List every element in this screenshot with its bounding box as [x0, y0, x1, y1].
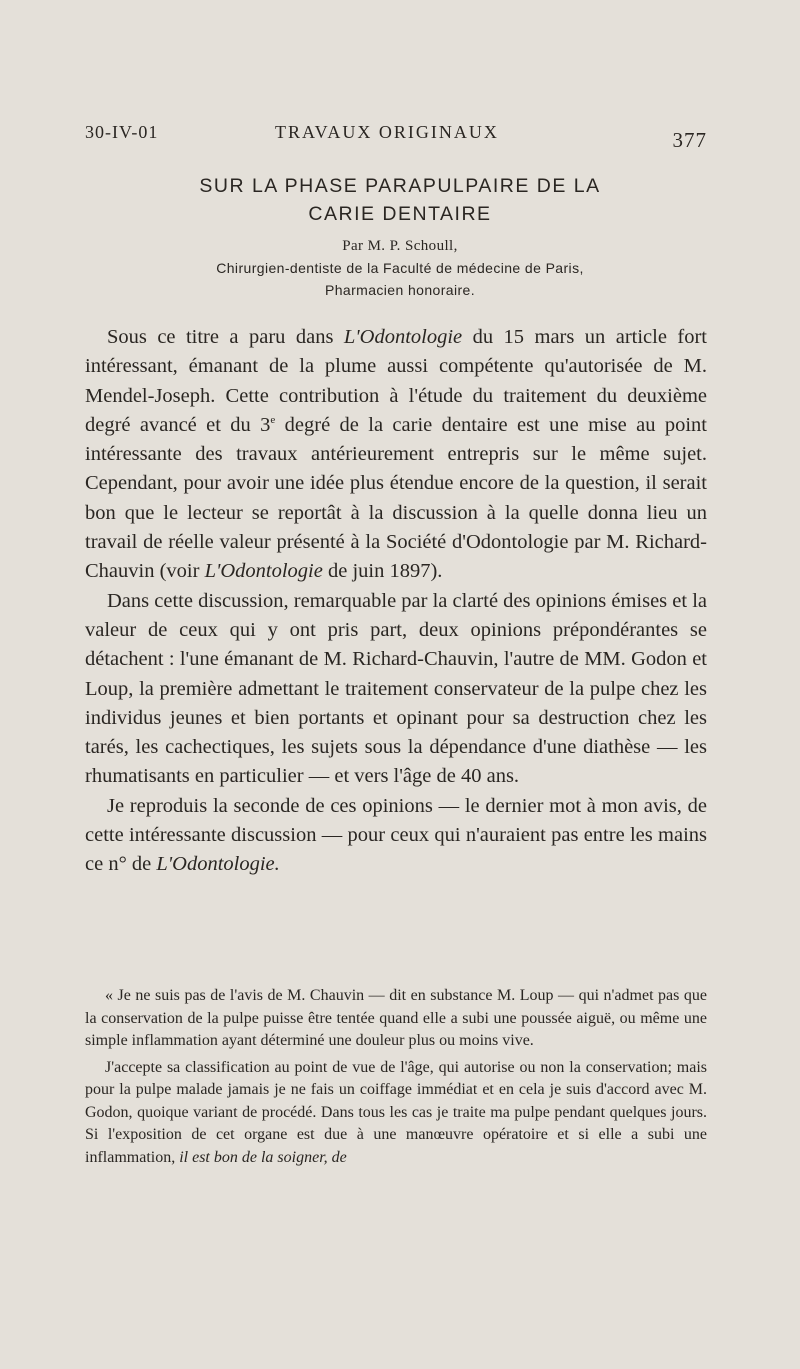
p3-text-a: Je reproduis la seconde de ces opinions — le dernier mot à mon avis, de cette intéressante discussion — pour ceux qui n'auraient pas entre les mains ce n° de [85, 794, 707, 876]
title-line-1: SUR LA PHASE PARAPULPAIRE DE LA [199, 175, 601, 197]
quote-paragraph-2 [85, 1057, 707, 1170]
journal-title: L'Odontologie. [156, 853, 280, 876]
page-number: 377 [672, 128, 707, 152]
title-line-2: CARIE DENTAIRE [308, 203, 492, 225]
journal-title: L'Odontologie [204, 560, 323, 583]
section-title: TRAVAUX ORIGINAUX [275, 122, 499, 142]
q2-text: J'accepte sa classification au point de vue de l'âge, qui autorise ou non la conservation; mais pour la pulpe malade jamais je ne fais un coiffage immédiat et en cela je suis d'accord avec M. Godon, quoique variant de procédé. Dans tous les cas je traite ma pulpe pendant quelques jours. Si l'exposition de cet organe est due à une manœuvre opératoire et si elle a subi une inflammation, [85, 1058, 707, 1166]
paragraph-3 [85, 792, 707, 880]
article-body [85, 323, 707, 880]
author-affiliation-1: Chirurgien-dentiste de la Faculté de médecine de Paris, [216, 260, 584, 276]
paragraph-2: Dans cette discussion, remarquable par la clarté des opinions émises et la valeur de ceux qui y ont pris part, deux opinions prépondérantes se détachent : l'une émanant de M. Richard-Chauvin, l'autre de MM. Godon et Loup, la première admettant le traitement conservateur de la pulpe chez les individus jeunes et bien portants et opinant pour sa destruction chez les tarés, les cachectiques, les sujets sous la dépendance d'une diathèse — les rhumatisants en particulier — et vers l'âge de 40 ans. [85, 589, 707, 788]
quote-paragraph-1: « Je ne suis pas de l'avis de M. Chauvin — dit en substance M. Loup — qui n'admet pas que la conservation de la pulpe puisse être tentée quand elle a subi une poussée aiguë, ou même une simple inflammation ayant déterminé une douleur plus ou moins vive. [85, 987, 707, 1049]
superscript: e [270, 414, 276, 427]
quoted-passage [85, 985, 707, 1173]
issue-date: 30-IV-01 [85, 122, 159, 142]
author-byline: Par M. P. Schoull, [342, 238, 458, 254]
paragraph-1 [85, 323, 707, 587]
article-title [90, 172, 710, 228]
journal-title: L'Odontologie [343, 326, 463, 348]
p1-text-d: de juin 1897). [322, 560, 443, 583]
running-head [85, 118, 707, 150]
article-heading [90, 172, 710, 301]
p1-text-b: du 15 mars un article fort intéressant, émanant de la plume aussi compétente qu'autorisée de M. Mendel-Joseph. Cette contribution à l'étude du traitement du deuxième degré avancé et du 3 [85, 326, 707, 436]
p1-text-c: degré de la carie dentaire est une mise au point intéressante des travaux antérieurement entrepris sur le même sujet. Cependant, pour avoir une idée plus étendue encore de la question, il serait bon que le lecteur se reportât à la discussion à la quelle donna lieu un travail de réelle valeur présenté à la Société d'Odontologie par M. Richard-Chauvin (voir [85, 413, 707, 583]
p1-text-a: Sous ce titre a paru dans [107, 326, 344, 348]
author-affiliation-2: Pharmacien honoraire. [324, 282, 476, 298]
q2-italic-text: il est bon de la soigner, de [179, 1148, 347, 1166]
